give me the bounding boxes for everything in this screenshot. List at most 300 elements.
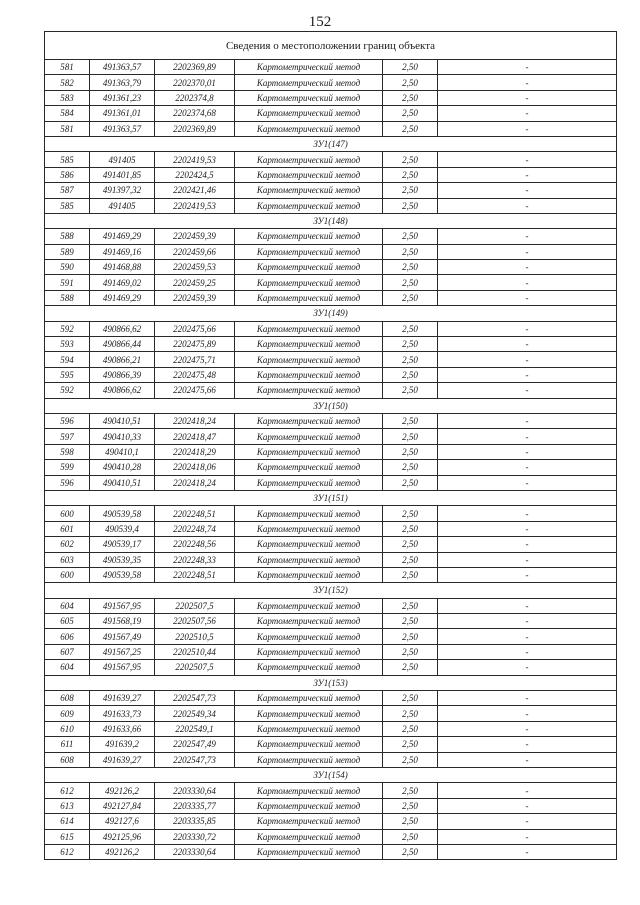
point-number-cell: 590 [45, 260, 90, 275]
point-number-cell: 601 [45, 521, 90, 536]
accuracy-cell: 2,50 [383, 60, 438, 75]
point-number-cell: 600 [45, 567, 90, 582]
method-cell: Картометрический метод [235, 75, 383, 90]
point-number-cell: 593 [45, 337, 90, 352]
x-coordinate-cell: 491469,29 [90, 290, 155, 305]
point-number-cell: 614 [45, 814, 90, 829]
accuracy-cell: 2,50 [383, 552, 438, 567]
x-coordinate-cell: 491567,25 [90, 644, 155, 659]
accuracy-cell: 2,50 [383, 737, 438, 752]
point-number-cell: 587 [45, 183, 90, 198]
x-coordinate-cell: 490866,62 [90, 383, 155, 398]
x-coordinate-cell: 491363,57 [90, 60, 155, 75]
y-coordinate-cell: 2202549,34 [155, 706, 235, 721]
y-coordinate-cell: 2202475,66 [155, 321, 235, 336]
point-number-cell: 589 [45, 244, 90, 259]
x-coordinate-cell: 490866,39 [90, 367, 155, 382]
table-row [45, 152, 617, 167]
x-coordinate-cell: 492127,6 [90, 814, 155, 829]
description-cell: - [438, 506, 617, 521]
method-cell: Картометрический метод [235, 721, 383, 736]
accuracy-cell: 2,50 [383, 444, 438, 459]
description-cell: - [438, 429, 617, 444]
method-cell: Картометрический метод [235, 506, 383, 521]
method-cell: Картометрический метод [235, 567, 383, 582]
point-number-cell: 604 [45, 598, 90, 613]
method-cell: Картометрический метод [235, 783, 383, 798]
method-cell: Картометрический метод [235, 752, 383, 767]
boundary-table-body [45, 32, 617, 860]
description-cell: - [438, 798, 617, 813]
x-coordinate-cell: 492127,84 [90, 798, 155, 813]
table-row [45, 183, 617, 198]
x-coordinate-cell: 490539,58 [90, 506, 155, 521]
group-label: ЗУ1(154) [45, 767, 617, 782]
method-cell: Картометрический метод [235, 521, 383, 536]
group-header-row [45, 398, 617, 413]
x-coordinate-cell: 491567,49 [90, 629, 155, 644]
x-coordinate-cell: 491633,66 [90, 721, 155, 736]
y-coordinate-cell: 2202418,29 [155, 444, 235, 459]
accuracy-cell: 2,50 [383, 167, 438, 182]
accuracy-cell: 2,50 [383, 706, 438, 721]
y-coordinate-cell: 2202248,56 [155, 537, 235, 552]
point-number-cell: 603 [45, 552, 90, 567]
description-cell: - [438, 552, 617, 567]
accuracy-cell: 2,50 [383, 198, 438, 213]
table-row [45, 475, 617, 490]
description-cell: - [438, 121, 617, 136]
method-cell: Картометрический метод [235, 90, 383, 105]
group-header-row [45, 583, 617, 598]
accuracy-cell: 2,50 [383, 352, 438, 367]
table-row [45, 737, 617, 752]
description-cell: - [438, 706, 617, 721]
accuracy-cell: 2,50 [383, 644, 438, 659]
table-row [45, 614, 617, 629]
method-cell: Картометрический метод [235, 121, 383, 136]
description-cell: - [438, 152, 617, 167]
x-coordinate-cell: 491363,57 [90, 121, 155, 136]
accuracy-cell: 2,50 [383, 567, 438, 582]
y-coordinate-cell: 2203330,72 [155, 829, 235, 844]
method-cell: Картометрический метод [235, 152, 383, 167]
method-cell: Картометрический метод [235, 183, 383, 198]
y-coordinate-cell: 2202248,74 [155, 521, 235, 536]
description-cell: - [438, 598, 617, 613]
y-coordinate-cell: 2202507,5 [155, 660, 235, 675]
x-coordinate-cell: 490410,28 [90, 460, 155, 475]
group-header-row [45, 136, 617, 151]
table-row [45, 721, 617, 736]
point-number-cell: 597 [45, 429, 90, 444]
table-row [45, 229, 617, 244]
table-row [45, 644, 617, 659]
x-coordinate-cell: 490410,51 [90, 413, 155, 428]
x-coordinate-cell: 492126,2 [90, 844, 155, 859]
x-coordinate-cell: 491469,16 [90, 244, 155, 259]
accuracy-cell: 2,50 [383, 367, 438, 382]
x-coordinate-cell: 492126,2 [90, 783, 155, 798]
point-number-cell: 598 [45, 444, 90, 459]
point-number-cell: 583 [45, 90, 90, 105]
y-coordinate-cell: 2202475,48 [155, 367, 235, 382]
accuracy-cell: 2,50 [383, 691, 438, 706]
accuracy-cell: 2,50 [383, 844, 438, 859]
accuracy-cell: 2,50 [383, 783, 438, 798]
table-row [45, 60, 617, 75]
method-cell: Картометрический метод [235, 275, 383, 290]
point-number-cell: 612 [45, 783, 90, 798]
x-coordinate-cell: 490539,4 [90, 521, 155, 536]
method-cell: Картометрический метод [235, 737, 383, 752]
group-header-row [45, 767, 617, 782]
accuracy-cell: 2,50 [383, 260, 438, 275]
accuracy-cell: 2,50 [383, 521, 438, 536]
y-coordinate-cell: 2202547,49 [155, 737, 235, 752]
table-row [45, 337, 617, 352]
point-number-cell: 591 [45, 275, 90, 290]
description-cell: - [438, 367, 617, 382]
y-coordinate-cell: 2202248,51 [155, 567, 235, 582]
table-row [45, 290, 617, 305]
group-label: ЗУ1(152) [45, 583, 617, 598]
y-coordinate-cell: 2202369,89 [155, 121, 235, 136]
x-coordinate-cell: 491363,79 [90, 75, 155, 90]
table-row [45, 413, 617, 428]
description-cell: - [438, 844, 617, 859]
accuracy-cell: 2,50 [383, 537, 438, 552]
method-cell: Картометрический метод [235, 413, 383, 428]
accuracy-cell: 2,50 [383, 275, 438, 290]
y-coordinate-cell: 2202459,53 [155, 260, 235, 275]
table-row [45, 829, 617, 844]
y-coordinate-cell: 2202418,47 [155, 429, 235, 444]
group-header-row [45, 213, 617, 228]
method-cell: Картометрический метод [235, 290, 383, 305]
x-coordinate-cell: 491468,88 [90, 260, 155, 275]
group-label: ЗУ1(149) [45, 306, 617, 321]
x-coordinate-cell: 491361,23 [90, 90, 155, 105]
y-coordinate-cell: 2202547,73 [155, 691, 235, 706]
y-coordinate-cell: 2202547,73 [155, 752, 235, 767]
description-cell: - [438, 75, 617, 90]
point-number-cell: 595 [45, 367, 90, 382]
y-coordinate-cell: 2202424,5 [155, 167, 235, 182]
method-cell: Картометрический метод [235, 337, 383, 352]
y-coordinate-cell: 2202459,39 [155, 290, 235, 305]
description-cell: - [438, 106, 617, 121]
x-coordinate-cell: 491397,32 [90, 183, 155, 198]
accuracy-cell: 2,50 [383, 629, 438, 644]
accuracy-cell: 2,50 [383, 598, 438, 613]
accuracy-cell: 2,50 [383, 660, 438, 675]
boundary-table [44, 31, 617, 860]
method-cell: Картометрический метод [235, 829, 383, 844]
method-cell: Картометрический метод [235, 383, 383, 398]
y-coordinate-cell: 2202475,66 [155, 383, 235, 398]
x-coordinate-cell: 491639,27 [90, 691, 155, 706]
table-row [45, 598, 617, 613]
y-coordinate-cell: 2202507,5 [155, 598, 235, 613]
method-cell: Картометрический метод [235, 460, 383, 475]
table-row [45, 352, 617, 367]
table-title-row [45, 32, 617, 60]
description-cell: - [438, 660, 617, 675]
accuracy-cell: 2,50 [383, 229, 438, 244]
method-cell: Картометрический метод [235, 475, 383, 490]
accuracy-cell: 2,50 [383, 152, 438, 167]
point-number-cell: 607 [45, 644, 90, 659]
y-coordinate-cell: 2203335,85 [155, 814, 235, 829]
accuracy-cell: 2,50 [383, 475, 438, 490]
x-coordinate-cell: 491639,2 [90, 737, 155, 752]
accuracy-cell: 2,50 [383, 106, 438, 121]
description-cell: - [438, 167, 617, 182]
point-number-cell: 584 [45, 106, 90, 121]
point-number-cell: 609 [45, 706, 90, 721]
x-coordinate-cell: 491405 [90, 198, 155, 213]
x-coordinate-cell: 491639,27 [90, 752, 155, 767]
table-row [45, 121, 617, 136]
y-coordinate-cell: 2202421,46 [155, 183, 235, 198]
y-coordinate-cell: 2202510,44 [155, 644, 235, 659]
x-coordinate-cell: 492125,96 [90, 829, 155, 844]
description-cell: - [438, 244, 617, 259]
accuracy-cell: 2,50 [383, 829, 438, 844]
point-number-cell: 600 [45, 506, 90, 521]
table-row [45, 429, 617, 444]
table-row [45, 321, 617, 336]
accuracy-cell: 2,50 [383, 321, 438, 336]
table-row [45, 275, 617, 290]
y-coordinate-cell: 2202475,89 [155, 337, 235, 352]
description-cell: - [438, 614, 617, 629]
description-cell: - [438, 352, 617, 367]
method-cell: Картометрический метод [235, 691, 383, 706]
description-cell: - [438, 275, 617, 290]
description-cell: - [438, 60, 617, 75]
description-cell: - [438, 567, 617, 582]
group-header-row [45, 675, 617, 690]
point-number-cell: 596 [45, 475, 90, 490]
table-row [45, 460, 617, 475]
accuracy-cell: 2,50 [383, 460, 438, 475]
x-coordinate-cell: 491567,95 [90, 660, 155, 675]
y-coordinate-cell: 2202248,51 [155, 506, 235, 521]
description-cell: - [438, 198, 617, 213]
description-cell: - [438, 413, 617, 428]
table-row [45, 660, 617, 675]
point-number-cell: 605 [45, 614, 90, 629]
accuracy-cell: 2,50 [383, 337, 438, 352]
table-row [45, 629, 617, 644]
description-cell: - [438, 783, 617, 798]
method-cell: Картометрический метод [235, 106, 383, 121]
point-number-cell: 594 [45, 352, 90, 367]
table-title: Сведения о местоположении границ объекта [45, 32, 617, 60]
y-coordinate-cell: 2202459,66 [155, 244, 235, 259]
description-cell: - [438, 752, 617, 767]
point-number-cell: 585 [45, 152, 90, 167]
accuracy-cell: 2,50 [383, 752, 438, 767]
table-row [45, 798, 617, 813]
x-coordinate-cell: 491633,73 [90, 706, 155, 721]
x-coordinate-cell: 491567,95 [90, 598, 155, 613]
x-coordinate-cell: 490410,1 [90, 444, 155, 459]
description-cell: - [438, 829, 617, 844]
table-row [45, 691, 617, 706]
method-cell: Картометрический метод [235, 198, 383, 213]
y-coordinate-cell: 2202369,89 [155, 60, 235, 75]
description-cell: - [438, 521, 617, 536]
x-coordinate-cell: 490866,44 [90, 337, 155, 352]
y-coordinate-cell: 2202419,53 [155, 152, 235, 167]
point-number-cell: 585 [45, 198, 90, 213]
y-coordinate-cell: 2202459,25 [155, 275, 235, 290]
description-cell: - [438, 337, 617, 352]
method-cell: Картометрический метод [235, 844, 383, 859]
table-row [45, 75, 617, 90]
group-label: ЗУ1(147) [45, 136, 617, 151]
y-coordinate-cell: 2202374,68 [155, 106, 235, 121]
group-label: ЗУ1(148) [45, 213, 617, 228]
y-coordinate-cell: 2202418,24 [155, 413, 235, 428]
y-coordinate-cell: 2202549,1 [155, 721, 235, 736]
x-coordinate-cell: 491568,19 [90, 614, 155, 629]
point-number-cell: 610 [45, 721, 90, 736]
y-coordinate-cell: 2202507,56 [155, 614, 235, 629]
accuracy-cell: 2,50 [383, 506, 438, 521]
description-cell: - [438, 229, 617, 244]
y-coordinate-cell: 2203330,64 [155, 783, 235, 798]
description-cell: - [438, 444, 617, 459]
accuracy-cell: 2,50 [383, 798, 438, 813]
description-cell: - [438, 183, 617, 198]
point-number-cell: 606 [45, 629, 90, 644]
method-cell: Картометрический метод [235, 229, 383, 244]
accuracy-cell: 2,50 [383, 244, 438, 259]
method-cell: Картометрический метод [235, 260, 383, 275]
description-cell: - [438, 644, 617, 659]
group-label: ЗУ1(153) [45, 675, 617, 690]
table-row [45, 90, 617, 105]
method-cell: Картометрический метод [235, 367, 383, 382]
table-row [45, 844, 617, 859]
accuracy-cell: 2,50 [383, 90, 438, 105]
description-cell: - [438, 90, 617, 105]
table-row [45, 444, 617, 459]
description-cell: - [438, 260, 617, 275]
point-number-cell: 592 [45, 321, 90, 336]
group-header-row [45, 490, 617, 505]
x-coordinate-cell: 490410,51 [90, 475, 155, 490]
description-cell: - [438, 460, 617, 475]
accuracy-cell: 2,50 [383, 814, 438, 829]
x-coordinate-cell: 490410,33 [90, 429, 155, 444]
group-label: ЗУ1(151) [45, 490, 617, 505]
y-coordinate-cell: 2203330,64 [155, 844, 235, 859]
description-cell: - [438, 475, 617, 490]
description-cell: - [438, 290, 617, 305]
description-cell: - [438, 321, 617, 336]
table-row [45, 752, 617, 767]
method-cell: Картометрический метод [235, 644, 383, 659]
group-header-row [45, 306, 617, 321]
point-number-cell: 611 [45, 737, 90, 752]
accuracy-cell: 2,50 [383, 290, 438, 305]
y-coordinate-cell: 2202370,01 [155, 75, 235, 90]
accuracy-cell: 2,50 [383, 183, 438, 198]
table-row [45, 506, 617, 521]
point-number-cell: 608 [45, 691, 90, 706]
x-coordinate-cell: 491405 [90, 152, 155, 167]
point-number-cell: 581 [45, 121, 90, 136]
accuracy-cell: 2,50 [383, 721, 438, 736]
y-coordinate-cell: 2202419,53 [155, 198, 235, 213]
table-row [45, 567, 617, 582]
method-cell: Картометрический метод [235, 167, 383, 182]
description-cell: - [438, 629, 617, 644]
x-coordinate-cell: 490539,35 [90, 552, 155, 567]
method-cell: Картометрический метод [235, 706, 383, 721]
table-row [45, 521, 617, 536]
table-row [45, 814, 617, 829]
x-coordinate-cell: 491469,29 [90, 229, 155, 244]
method-cell: Картометрический метод [235, 244, 383, 259]
point-number-cell: 581 [45, 60, 90, 75]
method-cell: Картометрический метод [235, 444, 383, 459]
y-coordinate-cell: 2202475,71 [155, 352, 235, 367]
y-coordinate-cell: 2202248,33 [155, 552, 235, 567]
x-coordinate-cell: 491401,85 [90, 167, 155, 182]
method-cell: Картометрический метод [235, 660, 383, 675]
table-row [45, 260, 617, 275]
table-row [45, 537, 617, 552]
accuracy-cell: 2,50 [383, 429, 438, 444]
table-row [45, 198, 617, 213]
method-cell: Картометрический метод [235, 537, 383, 552]
x-coordinate-cell: 491469,02 [90, 275, 155, 290]
point-number-cell: 588 [45, 229, 90, 244]
description-cell: - [438, 691, 617, 706]
point-number-cell: 602 [45, 537, 90, 552]
page-number: 152 [308, 14, 332, 30]
description-cell: - [438, 383, 617, 398]
method-cell: Картометрический метод [235, 798, 383, 813]
method-cell: Картометрический метод [235, 552, 383, 567]
description-cell: - [438, 721, 617, 736]
description-cell: - [438, 814, 617, 829]
table-row [45, 244, 617, 259]
table-row [45, 552, 617, 567]
x-coordinate-cell: 490866,21 [90, 352, 155, 367]
table-row [45, 106, 617, 121]
method-cell: Картометрический метод [235, 321, 383, 336]
x-coordinate-cell: 491361,01 [90, 106, 155, 121]
y-coordinate-cell: 2202510,5 [155, 629, 235, 644]
y-coordinate-cell: 2202418,24 [155, 475, 235, 490]
table-row [45, 383, 617, 398]
x-coordinate-cell: 490539,17 [90, 537, 155, 552]
method-cell: Картометрический метод [235, 429, 383, 444]
point-number-cell: 582 [45, 75, 90, 90]
method-cell: Картометрический метод [235, 614, 383, 629]
method-cell: Картометрический метод [235, 598, 383, 613]
method-cell: Картометрический метод [235, 629, 383, 644]
point-number-cell: 612 [45, 844, 90, 859]
point-number-cell: 599 [45, 460, 90, 475]
